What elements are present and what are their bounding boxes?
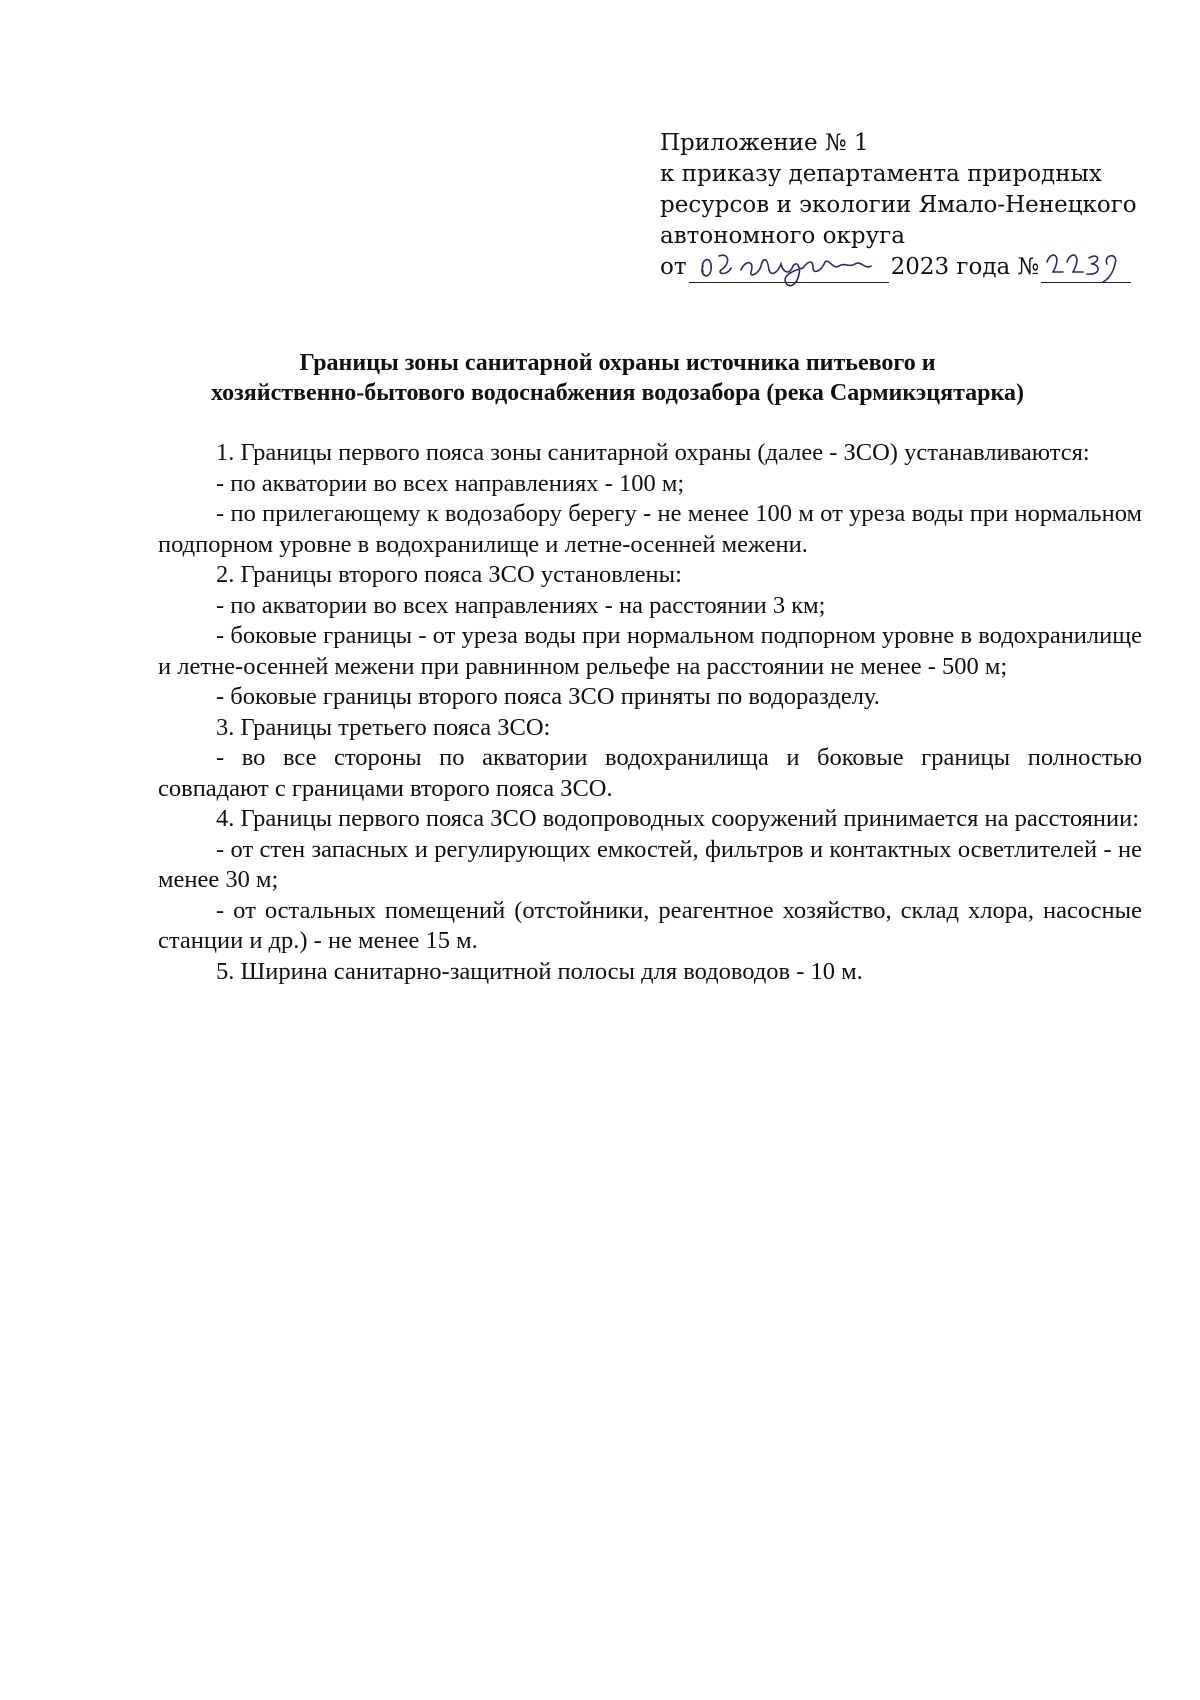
- handwritten-date-signature: [689, 246, 889, 286]
- paragraph-zone2-heading: 2. Границы второго пояса ЗСО установлены:: [216, 561, 682, 588]
- handwritten-date: [689, 256, 889, 283]
- handwritten-order-number: [1041, 256, 1131, 283]
- order-date-line: [660, 252, 1180, 283]
- title-line-2: хозяйственно-бытового водоснабжения водозабора (река Сармикэцятарка): [211, 380, 1024, 406]
- paragraph-zone2-water-area: - по акватории во всех направлениях - на расстоянии 3 км;: [216, 591, 826, 619]
- document-body: [158, 438, 1142, 987]
- paragraph-protective-strip: 5. Ширина санитарно-защитной полосы для водоводов - 10 м.: [216, 957, 863, 985]
- handwritten-number-signature: [1041, 246, 1131, 286]
- paragraph-zone3-heading: 3. Границы третьего пояса ЗСО:: [216, 713, 551, 741]
- title-line-1: Границы зоны санитарной охраны источника питьевого и: [299, 350, 936, 376]
- paragraph-zone1-heading: 1. Границы первого пояса зоны санитарной охраны (далее - ЗСО) устанавливаются:: [216, 439, 1090, 466]
- paragraph-structures-tanks: - от стен запасных и регулирующих емкостей, фильтров и контактных осветлителей - не менее 30 м;: [158, 835, 1142, 893]
- paragraph-structures-heading: 4. Границы первого пояса ЗСО водопроводных сооружений принимается на расстоянии:: [216, 805, 1140, 832]
- paragraph-zone3-bounds: - во все стороны по акватории водохранилища и боковые границы полностью совпадают с границами второго пояса ЗСО.: [158, 744, 1142, 802]
- document-title: [150, 348, 1085, 408]
- date-prefix: от: [660, 254, 687, 280]
- okrug-line: автономного округа: [660, 223, 905, 249]
- paragraph-zone1-water-area: - по акватории во всех направлениях - 100 м;: [216, 469, 685, 497]
- appendix-header: [660, 128, 1180, 283]
- department-line: ресурсов и экологии Ямало-Ненецкого: [660, 192, 1137, 218]
- paragraph-zone2-side-bounds: - боковые границы - от уреза воды при нормальном подпорном уровне в водохранилище и летне-осенней межени при равнинном рельефе на расстоянии не менее - 500 м;: [158, 622, 1142, 680]
- paragraph-structures-other: - от остальных помещений (отстойники, реагентное хозяйство, склад хлора, насосные станции и др.) - не менее 15 м.: [158, 896, 1142, 954]
- year-and-number-label: 2023 года №: [890, 254, 1040, 280]
- paragraph-zone2-watershed: - боковые границы второго пояса ЗСО приняты по водоразделу.: [216, 683, 880, 710]
- order-reference-line: к приказу департамента природных: [660, 161, 1102, 187]
- appendix-number: Приложение № 1: [660, 130, 869, 156]
- paragraph-zone1-shore: - по прилегающему к водозабору берегу - не менее 100 м от уреза воды при нормальном подпорном уровне в водохранилище и летне-осенней межени.: [158, 500, 1142, 558]
